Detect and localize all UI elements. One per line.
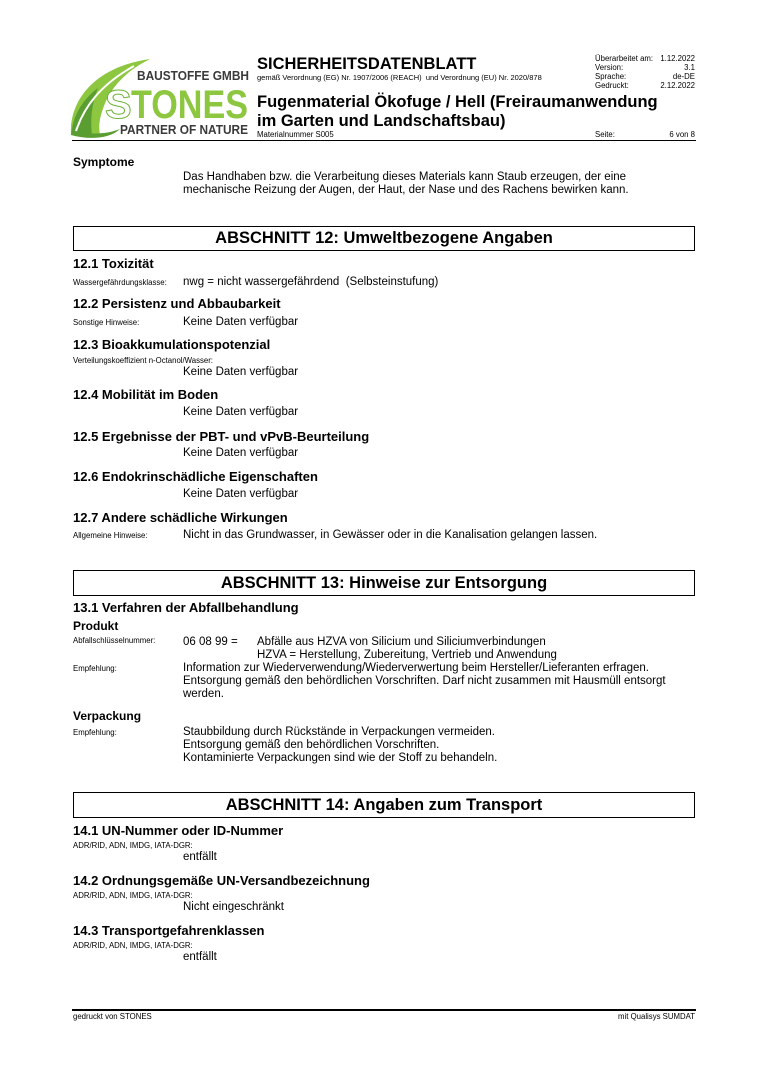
section-12-title: ABSCHNITT 12: Umweltbezogene Angaben: [73, 226, 695, 251]
packaging-recommendation-line-2: Entsorgung gemäß den behördlichen Vorschriften.: [183, 739, 440, 751]
s14-3-heading: 14.3 Transportgefahrenklassen: [73, 923, 265, 938]
s14-2-value: Nicht eingeschränkt: [183, 901, 284, 913]
symptoms-text-line-2: mechanische Reizung der Augen, der Haut, der Nase und des Rachens bewirken kann.: [183, 184, 629, 196]
meta-version-label: Version:: [595, 63, 624, 72]
product-recommendation-label: Empfehlung:: [73, 664, 117, 673]
symptoms-text-line-1: Das Handhaben bzw. die Verarbeitung dieses Materials kann Staub erzeugen, der eine: [183, 171, 627, 183]
s14-3-value: entfällt: [183, 951, 217, 963]
s12-7-heading: 12.7 Andere schädliche Wirkungen: [73, 510, 288, 525]
logo-company-text: BAUSTOFFE GMBH: [137, 69, 249, 83]
s12-7-label: Allgemeine Hinweise:: [73, 531, 148, 540]
meta-printed-label: Gedruckt:: [595, 81, 629, 90]
page-label: Seite:: [595, 130, 615, 139]
s12-5-heading: 12.5 Ergebnisse der PBT- und vPvB-Beurteilung: [73, 429, 370, 444]
s12-4-heading: 12.4 Mobilität im Boden: [73, 387, 219, 402]
s12-6-value: Keine Daten verfügbar: [183, 488, 299, 500]
packaging-recommendation-line-3: Kontaminierte Verpackungen sind wie der Stoff zu behandeln.: [183, 752, 498, 764]
meta-language-label: Sprache:: [595, 72, 627, 81]
product-recommendation-line-1: Information zur Wiederverwendung/Wiederverwertung beim Hersteller/Lieferanten erfragen.: [183, 662, 649, 674]
stones-logo: [68, 55, 253, 140]
waste-description-line-2: HZVA = Herstellung, Zubereitung, Vertrieb und Anwendung: [257, 649, 557, 661]
s12-1-heading: 12.1 Toxizität: [73, 256, 154, 271]
s12-1-value: nwg = nicht wassergefährdend (Selbsteinstufung): [183, 276, 439, 288]
s14-3-label: ADR/RID, ADN, IMDG, IATA-DGR:: [73, 941, 193, 950]
meta-version-value: 3.1: [684, 63, 695, 72]
page-number: 6 von 8: [669, 130, 695, 139]
s12-2-label: Sonstige Hinweise:: [73, 318, 140, 327]
s12-6-heading: 12.6 Endokrinschädliche Eigenschaften: [73, 469, 318, 484]
s14-1-heading: 14.1 UN-Nummer oder ID-Nummer: [73, 823, 284, 838]
product-recommendation-line-2: Entsorgung gemäß den behördlichen Vorschriften. Darf nicht zusammen mit Hausmüll entsorgt: [183, 675, 666, 687]
header-divider: [72, 140, 696, 141]
meta-revised-label: Überarbeitet am:: [595, 54, 654, 63]
meta-revised-value: 1.12.2022: [660, 54, 695, 63]
s12-2-value: Keine Daten verfügbar: [183, 316, 299, 328]
s12-2-heading: 12.2 Persistenz und Abbaubarkeit: [73, 296, 281, 311]
packaging-heading: Verpackung: [73, 709, 142, 723]
footer-divider: [72, 1009, 696, 1011]
s12-5-value: Keine Daten verfügbar: [183, 447, 299, 459]
s12-3-heading: 12.3 Bioakkumulationspotenzial: [73, 337, 271, 352]
section-13-title: ABSCHNITT 13: Hinweise zur Entsorgung: [73, 570, 695, 596]
logo-brand-text: TONES: [131, 83, 248, 127]
footer-right-text: mit Qualisys SUMDAT: [618, 1012, 695, 1021]
s12-1-label: Wassergefährdungsklasse:: [73, 278, 167, 287]
product-name-line-1: Fugenmaterial Ökofuge / Hell (Freiraumanwendung: [257, 93, 658, 111]
s14-2-heading: 14.2 Ordnungsgemäße UN-Versandbezeichnung: [73, 873, 370, 888]
product-name-line-2: im Garten und Landschaftsbau): [257, 112, 506, 130]
s12-7-value: Nicht in das Grundwasser, in Gewässer oder in die Kanalisation gelangen lassen.: [183, 529, 598, 541]
meta-language-value: de-DE: [672, 72, 695, 81]
material-number: Materialnummer S005: [257, 130, 334, 139]
footer-clip: [72, 1012, 696, 1021]
waste-code: 06 08 99 =: [183, 636, 238, 648]
waste-code-label: Abfallschlüsselnummer:: [73, 636, 156, 645]
product-heading: Produkt: [73, 619, 119, 633]
waste-description-line-1: Abfälle aus HZVA von Silicium und Siliciumverbindungen: [257, 636, 546, 648]
packaging-recommendation-label: Empfehlung:: [73, 728, 117, 737]
regulation-line: gemäß Verordnung (EG) Nr. 1907/2006 (REACH) und Verordnung (EU) Nr. 2020/878: [257, 73, 542, 82]
product-recommendation-line-3: werden.: [183, 688, 224, 700]
s12-3-value: Keine Daten verfügbar: [183, 366, 299, 378]
s13-1-heading: 13.1 Verfahren der Abfallbehandlung: [73, 600, 299, 615]
symptoms-heading: Symptome: [73, 155, 135, 169]
logo-brand-initial: S: [105, 83, 132, 127]
footer-left-text: gedruckt von STONES: [73, 1012, 152, 1021]
document-title: SICHERHEITSDATENBLATT: [257, 55, 477, 73]
s12-3-label: Verteilungskoeffizient n-Octanol/Wasser:: [73, 356, 213, 365]
logo-tagline: PARTNER OF NATURE: [120, 123, 248, 137]
s14-2-label: ADR/RID, ADN, IMDG, IATA-DGR:: [73, 891, 193, 900]
s14-1-value: entfällt: [183, 851, 217, 863]
s12-4-value: Keine Daten verfügbar: [183, 406, 299, 418]
packaging-recommendation-line-1: Staubbildung durch Rückstände in Verpackungen vermeiden.: [183, 726, 495, 738]
s14-1-label: ADR/RID, ADN, IMDG, IATA-DGR:: [73, 841, 193, 850]
meta-printed-value: 2.12.2022: [660, 81, 695, 90]
section-14-title: ABSCHNITT 14: Angaben zum Transport: [73, 792, 695, 818]
